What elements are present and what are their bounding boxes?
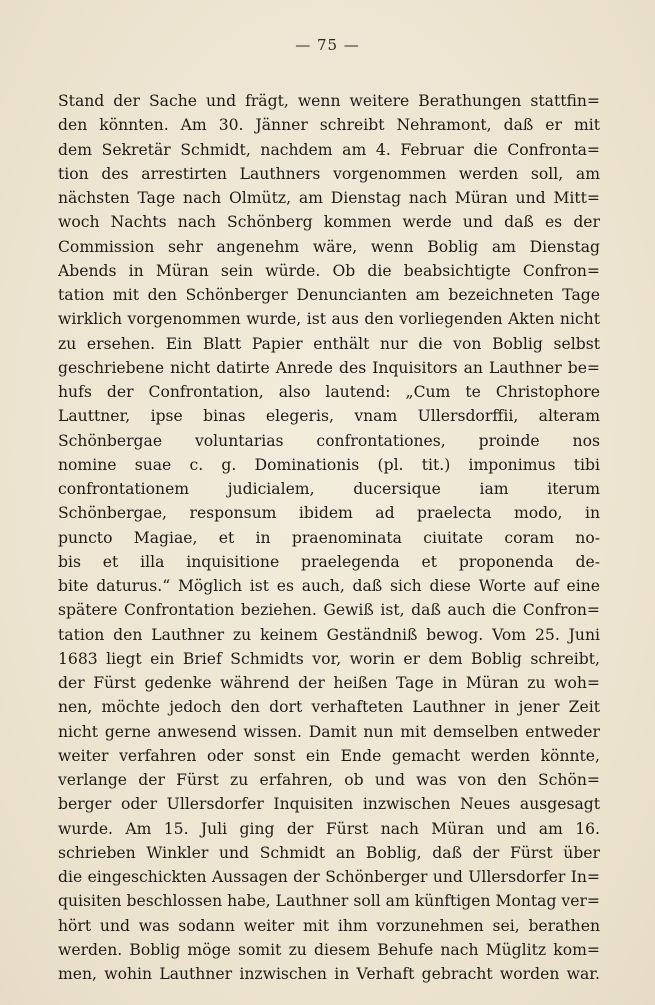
text-line: confrontationem judicialem, ducersique iam iterum	[58, 480, 600, 498]
text-line: quisiten beschlossen habe, Lauthner soll am künftigen Montag ver=	[58, 892, 600, 911]
body-text	[58, 89, 600, 986]
text-line: der Fürst gedenke während der heißen Tage in Müran zu woh=	[58, 674, 600, 692]
text-line: 1683 liegt ein Brief Schmidts vor, worin er dem Boblig schreibt,	[58, 649, 600, 668]
page-number: — 75 —	[295, 36, 360, 54]
text-line: berger oder Ullersdorfer Inquisiten inzwischen Neues ausgesagt	[58, 795, 600, 814]
text-line: Schönbergae, responsum ibidem ad praelecta modo, in	[58, 504, 600, 523]
text-line: dem Sekretär Schmidt, nachdem am 4. Februar die Confronta=	[58, 140, 600, 159]
text-line: woch Nachts nach Schönberg kommen werde und daß es der	[58, 213, 600, 232]
text-line: nicht gerne anwesend wissen. Damit nun mit demselben entweder	[58, 722, 600, 741]
text-line: bis et illa inquisitione praelegenda et proponenda de-	[58, 552, 600, 571]
text-line: zu ersehen. Ein Blatt Papier enthält nur die von Boblig selbst	[58, 334, 600, 353]
text-line: nomine suae c. g. Dominationis (pl. tit.) imponimus tibi	[58, 455, 600, 474]
text-line: Abends in Müran sein würde. Ob die beabsichtigte Confron=	[58, 261, 600, 280]
text-line: geschriebene nicht datirte Anrede des Inquisitors an Lauthner be=	[58, 358, 600, 377]
text-line: wirklich vorgenommen wurde, ist aus den vorliegenden Akten nicht	[58, 310, 600, 329]
text-line: werden. Boblig möge somit zu diesem Behufe nach Müglitz kom=	[58, 940, 600, 959]
text-line: wurde. Am 15. Juli ging der Fürst nach Müran und am 16.	[58, 819, 600, 838]
text-line: nen, möchte jedoch den dort verhafteten Lauthner in jener Zeit	[58, 698, 600, 717]
text-line: tion des arrestirten Lauthners vorgenommen werden soll, am	[58, 164, 600, 183]
text-line: tation mit den Schönberger Denuncianten am bezeichneten Tage	[58, 286, 600, 304]
text-line: die eingeschickten Aussagen der Schönberger und Ullersdorfer In=	[58, 868, 600, 886]
text-line: tation den Lauthner zu keinem Geständniß bewog. Vom 25. Juni	[58, 625, 600, 644]
text-line: nächsten Tage nach Olmütz, am Dienstag nach Müran und Mitt=	[58, 189, 600, 207]
text-line: spätere Confrontation beziehen. Gewiß ist, daß auch die Confron=	[58, 601, 600, 620]
text-line: Stand der Sache und frägt, wenn weitere Berathungen stattfin=	[58, 92, 600, 110]
text-line: hufs der Confrontation, also lautend: „Cum te Christophore	[58, 383, 600, 401]
text-line: Lauttner, ipse binas elegeris, vnam Ullersdorffii, alteram	[58, 407, 600, 426]
text-line: weiter verfahren oder sonst ein Ende gemacht werden könnte,	[58, 746, 600, 765]
text-line: Commission sehr angenehm wäre, wenn Boblig am Dienstag	[58, 237, 600, 256]
text-line: den könnten. Am 30. Jänner schreibt Nehramont, daß er mit	[58, 116, 600, 135]
text-line: verlange der Fürst zu erfahren, ob und was von den Schön=	[58, 771, 600, 789]
text-line: schrieben Winkler und Schmidt an Boblig, daß der Fürst über	[58, 843, 600, 862]
text-line: bite daturus.“ Möglich ist es auch, daß sich diese Worte auf eine	[58, 577, 600, 595]
text-line: Schönbergae voluntarias confrontationes, proinde nos	[58, 431, 600, 450]
text-line: hört und was sodann weiter mit ihm vorzunehmen sei, berathen	[58, 916, 600, 935]
text-line: men, wohin Lauthner inzwischen in Verhaft gebracht worden war.	[58, 965, 600, 983]
text-line: puncto Magiae, et in praenominata ciuitate coram no-	[58, 528, 600, 547]
